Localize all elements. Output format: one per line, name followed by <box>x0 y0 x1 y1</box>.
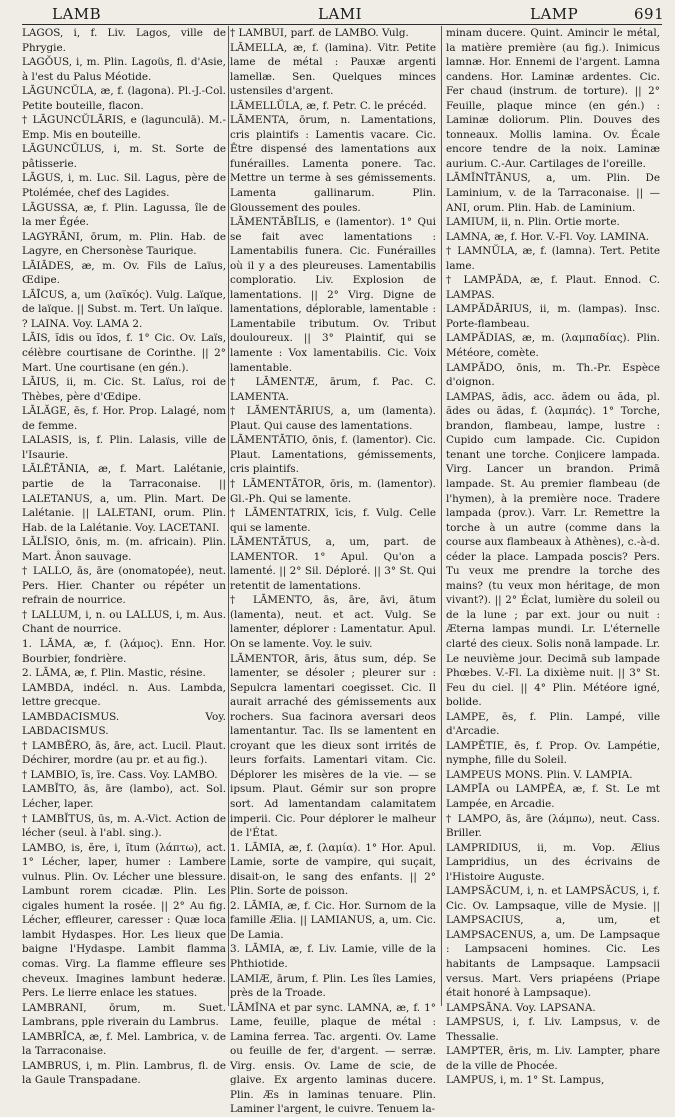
dictionary-entry: ? LAINA. Voy. LAMA 2. <box>22 317 143 330</box>
dictionary-entry: LĀMELLA, æ, f. (lamina). Vitr. Petite lame de métal : Pauxæ argenti lamellæ. Sen. Quelques minces ustensiles d'argent. <box>230 41 436 98</box>
running-header <box>0 5 675 25</box>
column-1 <box>22 26 226 1087</box>
dictionary-entry: LAGYRĀNI, ōrum, m. Plin. Hab. de Lagyre, en Chersonèse Taurique. <box>22 230 226 258</box>
dictionary-entry: † LAMBĬTUS, ūs, m. A.-Vict. Action de lécher (seul. à l'abl. sing.). <box>22 812 226 840</box>
dictionary-entry: LAGOS, i, f. Liv. Lagos, ville de Phrygie. <box>22 27 226 54</box>
dictionary-entry: LAMIÆ, ārum, f. Plin. Les îles Lamies, près de la Troade. <box>230 972 436 1000</box>
dictionary-entry: LAMBDA, indécl. n. Aus. Lambda, lettre grecque. <box>22 681 226 709</box>
dictionary-entry: LAMPĂDĀRIUS, ii, m. (lampas). Insc. Porte-flambeau. <box>446 303 660 330</box>
column-divider <box>228 26 229 1006</box>
dictionary-entry: LĀLĂGE, ēs, f. Hor. Prop. Lalagé, nom de femme. <box>22 405 226 432</box>
dictionary-entry: † LAMPO, ās, āre (λάμπω), neut. Cass. Briller. <box>446 812 660 840</box>
dictionary-entry: LĀGUNCŬLA, æ, f. (lagona). Pl.-J.-Col. Petite bouteille, flacon. <box>22 85 226 112</box>
dictionary-entry: 3. LĀMIA, æ, f. Liv. Lamie, ville de la Phthiotide. <box>230 943 436 970</box>
dictionary-entry: LĀMENTOR, āris, ātus sum, dép. Se lamenter, se désoler ; pleurer sur : Sepulcra lamentari coegisset. Cic. Il aurait arraché des gémissements aux rochers. Sua facinora aversari deos lamentantur. Tac. Ils se lamentent en croyant que les dieux sont irrités de leurs forfaits. Lamentari vitam. Cic. Déplorer les misères de la vie. — se ipsum. Plaut. Gémir sur son propre sort. Ad lamentandam calamitatem imperii. Cic. Pour déplorer le malheur de l'État. <box>230 652 436 840</box>
dictionary-entry: LĀGUNCŬLUS, i, m. St. Sorte de pâtisserie. <box>22 143 226 170</box>
dictionary-entry: LĀMENTĀTUS, a, um, part. de LAMENTOR. 1° Apul. Qu'on a lamenté. || 2° Sil. Déploré. || 3° St. Qui retentit de lamentations. <box>230 536 436 592</box>
dictionary-entry: minam ducere. Quint. Amincir le métal, la matière première (au fig.). Inimicus lamnæ. Hor. Ennemi de l'argent. Lamna candens. Hor. Laminæ ardentes. Cic. Fer chaud (instrum. de torture). || 2° Feuille, plaque mince (en gén.) : Laminæ doliorum. Plin. Douves des tonneaux. Mollis lamina. Ov. Écale encore tendre de la noix. Laminæ aurium. C.-Aur. Cartilages de l'oreille. <box>446 27 660 170</box>
header-middle-word: LAMI <box>318 5 363 23</box>
dictionary-entry: LĀMĬNA et par sync. LAMNA, æ, f. 1° Lame, feuille, plaque de métal : Lamina ferrea. Tac. argenti. Ov. Lame ou feuille de fer, d'argent. — serræ. Virg. ensis. Ov. Lame de scie, de glaive. Ex argento laminas ducere. Plin. Æs in laminas tenuare. Plin. Laminer l'argent, le cuivre. Tenuem la- <box>230 1001 436 1116</box>
dictionary-entry: LAMPRIDIUS, ii, m. Vop. Ælius Lampridius, un des écrivains de l'Histoire Auguste. <box>446 841 660 883</box>
dictionary-entry: LĀĪCUS, a, um (λαϊκός). Vulg. Laïque, de laïque. || Subst. m. Tert. Un laïque. <box>22 288 226 316</box>
page-number: 691 <box>634 5 665 23</box>
dictionary-entry: 2. LĀMA, æ, f. Plin. Mastic, résine. <box>22 667 206 680</box>
dictionary-entry: LAMBRĬCA, æ, f. Mel. Lambrica, v. de la Tarraconaise. <box>22 1030 226 1058</box>
dictionary-entry: LĀIUS, ii, m. Cic. St. Laïus, roi de Thèbes, père d'Œdipe. <box>22 376 226 403</box>
dictionary-entry: LALASIS, is, f. Plin. Lalasis, ville de l'Isaurie. <box>22 434 226 461</box>
dictionary-entry: 1. LĀMA, æ, f. (λάμος). Enn. Hor. Bourbier, fondrière. <box>22 637 226 665</box>
dictionary-entry: LAMPSĀNA. Voy. LAPSANA. <box>446 1001 596 1014</box>
dictionary-entry: LAMPEUS MONS. Plin. V. LAMPIA. <box>446 768 633 781</box>
dictionary-entry: LĀMENTĀBĬLIS, e (lamentor). 1° Qui se fait avec lamentations : Lamentabilis funera. Cic. Funérailles où il y a des pleureuses. Lamentabilis comploratio. Liv. Explosion de lamentations. || 2° Virg. Digne de lamentations, déplorable, lamentable : Lamentabile tributum. Ov. Tribut douloureux. || 3° Plaintif, qui se lamente : Vox lamentabilis. Cic. Voix lamentable. <box>230 216 436 374</box>
dictionary-entry: † LĀMENTĀRIUS, a, um (lamenta). Plaut. Qui cause des lamentations. <box>230 405 436 432</box>
dictionary-entry: † LALLO, ās, āre (onomatopée), neut. Pers. Hier. Chanter ou répéter un refrain de nourrice. <box>22 565 226 607</box>
dictionary-entry: LAMPĪA ou LAMPĒA, æ, f. St. Le mt Lampée, en Arcadie. <box>446 783 660 810</box>
dictionary-entry: 2. LĀMIA, æ, f. Cic. Hor. Surnom de la famille Ælia. || LAMIANUS, a, um. Cic. De Lamia. <box>230 899 436 941</box>
dictionary-entry: LAMNA, æ, f. Hor. V.-Fl. Voy. LAMINA. <box>446 230 650 243</box>
dictionary-entry: LAMBO, is, ĕre, i, ĭtum (λάπτω), act. 1° Lécher, laper, humer : Lambere vulnus. Plin. Ov. Lécher une blessure. Lambunt rorem cicadæ. Plin. Les cigales hument la rosée. || 2° Au fig. Lécher, effleurer, caresser : Quæ loca lambit Hydaspes. Hor. Les lieux que baigne l'Hydaspe. Lambit flamma comas. Virg. La flamme effleure ses cheveux. Imagines lambunt hederæ. Pers. Le lierre enlace les statues. <box>22 841 226 1000</box>
header-left-word: LAMB <box>52 5 102 23</box>
dictionary-entry: LĀIS, ĭdis ou ĭdos, f. 1° Cic. Ov. Laïs, célèbre courtisane de Corinthe. || 2° Mart. Une courtisane (en gén.). <box>22 332 226 374</box>
dictionary-entry: LĀMENTĀTIO, ōnis, f. (lamentor). Cic. Plaut. Lamentations, gémissements, cris plaintifs. <box>230 434 436 476</box>
dictionary-entry: LĀIĀDES, æ, m. Ov. Fils de Laïus, Œdipe. <box>22 259 226 287</box>
dictionary-entry: LĀLĬSIO, ōnis, m. (m. africain). Plin. Mart. Ânon sauvage. <box>22 536 226 563</box>
dictionary-entry: LAMPUS, i, m. 1° St. Lampus, <box>446 1074 605 1087</box>
dictionary-entry: † LĀMENTATRIX, īcis, f. Vulg. Celle qui se lamente. <box>230 507 436 534</box>
dictionary-entry: † LAMBIO, īs, īre. Cass. Voy. LAMBO. <box>22 768 218 781</box>
dictionary-entry: 1. LĀMIA, æ, f. (λαμία). 1° Hor. Apul. Lamie, sorte de vampire, qui suçait, disait-on, le sang des enfants. || 2° Plin. Sorte de poisson. <box>230 841 436 898</box>
dictionary-entry: LAMPĂDO, ōnis, m. Th.-Pr. Espèce d'oignon. <box>446 361 660 389</box>
dictionary-entry: LAMPAS, ădis, acc. ădem ou ăda, pl. ădes ou ădas, f. (λαμπάς). 1° Torche, brandon, flambeau, lampe, lustre : Cupido cum lampade. Cic. Cupidon tenant une torche. Conjicere lampada. Virg. Lancer un brandon. Primā lampade. St. Au premier flambeau (de l'hymen), à la première noce. Tradere lampada (prov.). Varr. Lr. Remettre la torche à un autre (comme dans la course aux flambeaux à Athènes), c.-à-d. céder la place. Lampada poscis? Pers. Tu veux me prendre la torche des mains? (tu veux mon héritage, de mon vivant?). || 2° Éclat, lumière du soleil ou de la lune ; par ext. jour ou nuit : Æterna lampas mundi. Lr. L'éternelle clarté des cieux. Solis nonā lampade. Lr. Le neuvième jour. Decimā sub lampade Phœbes. V.-Fl. La dixième nuit. || 3° St. Feu du ciel. || 4° Plin. Météore igné, bolide. <box>446 390 660 709</box>
header-rule <box>22 24 662 25</box>
header-right-word: LAMP <box>530 5 579 23</box>
dictionary-entry: † LĀMENTĀTOR, ōris, m. (lamentor). Gl.-Ph. Qui se lamente. <box>230 477 436 505</box>
dictionary-entry: LAMBRUS, i, m. Plin. Lambrus, fl. de la Gaule Transpadane. <box>22 1059 226 1087</box>
dictionary-entry: LĀMELLŬLA, æ, f. Petr. C. le précéd. <box>230 99 427 112</box>
dictionary-entry: † LAMNŬLA, æ, f. (lamna). Tert. Petite lame. <box>446 245 660 272</box>
dictionary-entry: LĀGUS, i, m. Luc. Sil. Lagus, père de Ptolémée, chef des Lagides. <box>22 172 226 200</box>
dictionary-entry: † LĀMENTÆ, ārum, f. Pac. C. LAMENTA. <box>230 376 436 403</box>
dictionary-entry: LĀMĬNĪTĀNUS, a, um. Plin. De Laminium, v. de la Tarraconaise. || — ANI, orum. Plin. Hab. de Laminium. <box>446 172 660 214</box>
dictionary-entry: † LAMBĔRO, ās, āre, act. Lucil. Plaut. Déchirer, mordre (au pr. et au fig.). <box>22 739 226 767</box>
dictionary-entry: LAMPSĂCUM, i, n. et LAMPSĂCUS, i, f. Cic. Ov. Lampsaque, ville de Mysie. || LAMPSACIUS, a, um, et LAMPSACENUS, a, um. De Lampsaque : Lampsaceni homines. Cic. Les habitants de Lampsaque. Lampsacii versus. Mart. Vers priapéens (Priape était honoré à Lampsaque). <box>446 885 660 1000</box>
dictionary-entry: LAGŎUS, i, m. Plin. Lagoüs, fl. d'Asie, à l'est du Palus Méotide. <box>22 56 226 83</box>
column-divider <box>441 26 442 1006</box>
dictionary-entry: LAMBDACISMUS. Voy. LABDACISMUS. <box>22 710 226 738</box>
dictionary-entry: LAMBRANI, ōrum, m. Suet. Lambrans, pple riverain du Lambrus. <box>22 1001 226 1029</box>
dictionary-entry: LĀLĒTĀNIA, æ, f. Mart. Lalétanie, partie de la Tarraconaise. || LALETANUS, a, um. Plin. Mart. De Lalétanie. || LALETANI, orum. Plin. Hab. de la Lalétanie. Voy. LACETANI. <box>22 463 226 534</box>
dictionary-entry: LĀGUSSA, æ, f. Plin. Lagussa, île de la mer Égée. <box>22 201 226 229</box>
dictionary-entry: LAMPTER, ēris, m. Liv. Lampter, phare de la ville de Phocée. <box>446 1045 660 1072</box>
dictionary-entry: LAMPSUS, i, f. Liv. Lampsus, v. de Thessalie. <box>446 1016 660 1043</box>
column-2 <box>230 26 436 1116</box>
dictionary-entry: † LĀMENTO, ās, āre, āvi, ātum (lamenta), neut. et act. Vulg. Se lamenter, déplorer : Lamentatur. Apul. On se lamente. Voy. le suiv. <box>230 594 436 650</box>
dictionary-entry: LAMPĔTIE, ēs, f. Prop. Ov. Lampétie, nymphe, fille du Soleil. <box>446 739 660 767</box>
column-3 <box>446 26 660 1087</box>
dictionary-entry: LAMPĂDIAS, æ, m. (λαμπαδίας). Plin. Météore, comète. <box>446 332 660 360</box>
dictionary-entry: † LALLUM, i, n. ou LALLUS, i, m. Aus. Chant de nourrice. <box>22 608 226 636</box>
dictionary-entry: † LĀGUNCŬLĀRIS, e (lagunculā). M.-Emp. Mis en bouteille. <box>22 114 226 141</box>
dictionary-entry: LAMPE, ēs, f. Plin. Lampé, ville d'Arcadie. <box>446 710 660 738</box>
dictionary-entry: † LAMPĂDA, æ, f. Plaut. Ennod. C. LAMPAS. <box>446 274 660 301</box>
dictionary-entry: LĀMENTA, ōrum, n. Lamentations, cris plaintifs : Lamentis vacare. Cic. Être dispensé des lamentations aux funérailles. Lamenta ponere. Tac. Mettre un terme à ses gémissements. Lamenta gallinarum. Plin. Gloussement des poules. <box>230 114 436 214</box>
dictionary-entry: † LAMBUI, parf. de LAMBO. Vulg. <box>230 27 409 39</box>
dictionary-entry: LAMIUM, ii, n. Plin. Ortie morte. <box>446 216 620 229</box>
dictionary-entry: LAMBĬTO, ās, āre (lambo), act. Sol. Lécher, laper. <box>22 783 226 810</box>
